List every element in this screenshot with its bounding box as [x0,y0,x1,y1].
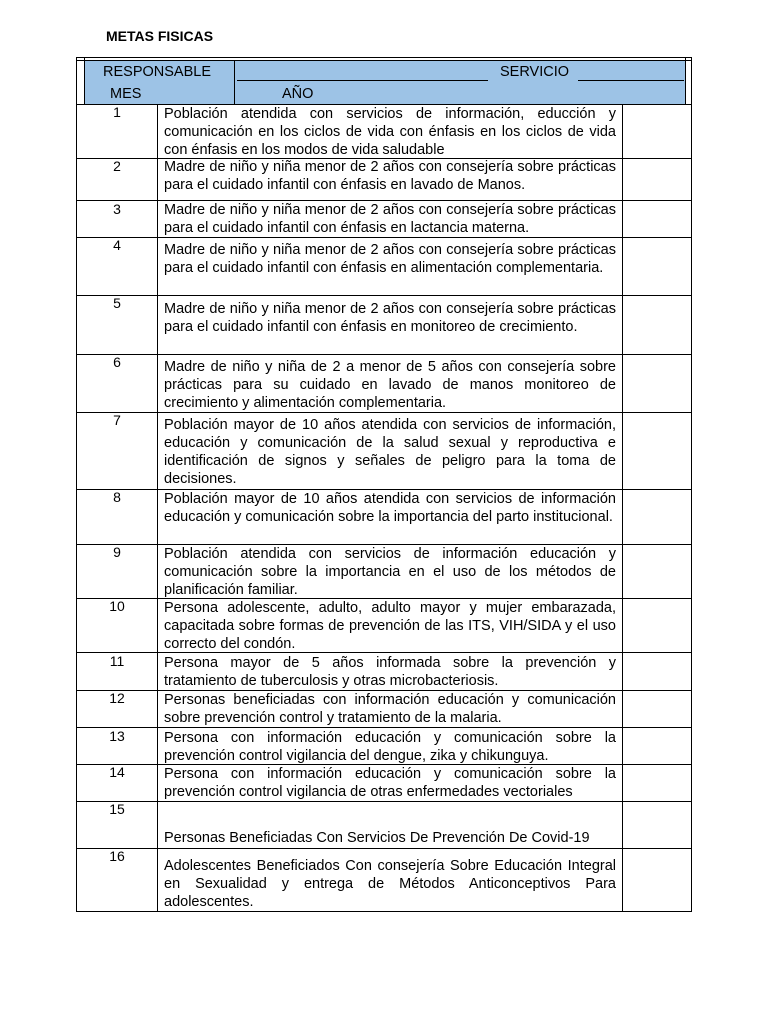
row-number: 1 [113,104,121,120]
row-number: 6 [113,354,121,370]
servicio-fill-line [578,80,684,81]
row-number: 8 [113,489,121,505]
row-number: 16 [109,848,125,864]
divider [685,57,686,104]
responsable-label: RESPONSABLE [103,64,211,80]
row-number: 4 [113,237,121,253]
row-description: Personas beneficiadas con información educación y comunicación sobre prevención control y tratamiento de la malaria. [164,692,616,726]
row-divider [76,237,692,238]
row-number: 9 [113,544,121,560]
responsable-fill-line [237,80,488,81]
row-description: Madre de niño y niña menor de 2 años con consejería sobre prácticas para el cuidado infantil con énfasis en lavado de Manos. [164,159,616,193]
row-description: Población atendida con servicios de información, educción y comunicación en los ciclos de vida con énfasis en los ciclos de vida con énfasis en los modos de vida saludable [164,106,616,158]
row-description: Madre de niño y niña menor de 2 años con consejería sobre prácticas para el cuidado infantil con énfasis en alimentación complementaria. [164,242,616,276]
row-divider [76,652,692,653]
row-number: 15 [109,801,125,817]
row-divider [76,354,692,355]
divider [234,60,235,104]
row-number: 13 [109,728,125,744]
row-number: 7 [113,412,121,428]
row-number: 5 [113,295,121,311]
row-description: Persona con información educación y comunicación sobre la prevención control vigilancia de otras enfermedades vectoriales [164,766,616,800]
row-description: Madre de niño y niña de 2 a menor de 5 años con consejería sobre prácticas para su cuidado en lavado de manos monitoreo de crecimiento y alimentación complementaria. [164,359,616,411]
row-number: 14 [109,764,125,780]
row-number: 10 [109,598,125,614]
row-number: 3 [113,201,121,217]
row-description: Madre de niño y niña menor de 2 años con consejería sobre prácticas para el cuidado infantil con énfasis en lactancia materna. [164,202,616,236]
divider [157,104,158,911]
row-divider [76,295,692,296]
row-number: 11 [109,653,125,669]
row-description: Personas Beneficiadas Con Servicios De Prevención De Covid-19 [164,830,590,846]
row-divider [76,412,692,413]
table-bottom-border [76,911,692,912]
row-description: Población mayor de 10 años atendida con servicios de información, educación y comunicación de la salud sexual y reproductiva e identificación de signos y señales de peligro para la toma de decisiones. [164,417,616,487]
row-description: Población atendida con servicios de información educación y comunicación sobre la importancia en el uso de los métodos de planificación familiar. [164,546,616,598]
row-description: Población mayor de 10 años atendida con servicios de información educación y comunicación sobre la importancia del parto institucional. [164,491,616,525]
page-title: METAS FISICAS [106,28,214,44]
row-description: Persona adolescente, adulto, adulto mayor y mujer embarazada, capacitada sobre formas de prevención de las ITS, VIH/SIDA y el uso correcto del condón. [164,600,616,652]
row-number: 2 [113,158,121,174]
divider [84,57,85,104]
mes-label: MES [110,86,142,102]
servicio-label: SERVICIO [500,64,570,80]
anio-label: AÑO [282,86,314,102]
row-divider [76,727,692,728]
row-description: Adolescentes Beneficiados Con consejería Sobre Educación Integral en Sexualidad y entrega de Métodos Anticonceptivos Para adolescentes. [164,858,616,910]
divider [622,104,623,911]
row-divider [76,848,692,849]
row-description: Madre de niño y niña menor de 2 años con consejería sobre prácticas para el cuidado infantil con énfasis en monitoreo de crecimiento. [164,301,616,335]
row-description: Persona mayor de 5 años informada sobre la prevención y tratamiento de tuberculosis y otras microbacteriosis. [164,655,616,689]
row-number: 12 [109,690,125,706]
row-divider [76,801,692,802]
divider [76,60,692,61]
row-description: Persona con información educación y comunicación sobre la prevención control vigilancia del dengue, zika y chikunguya. [164,730,616,764]
